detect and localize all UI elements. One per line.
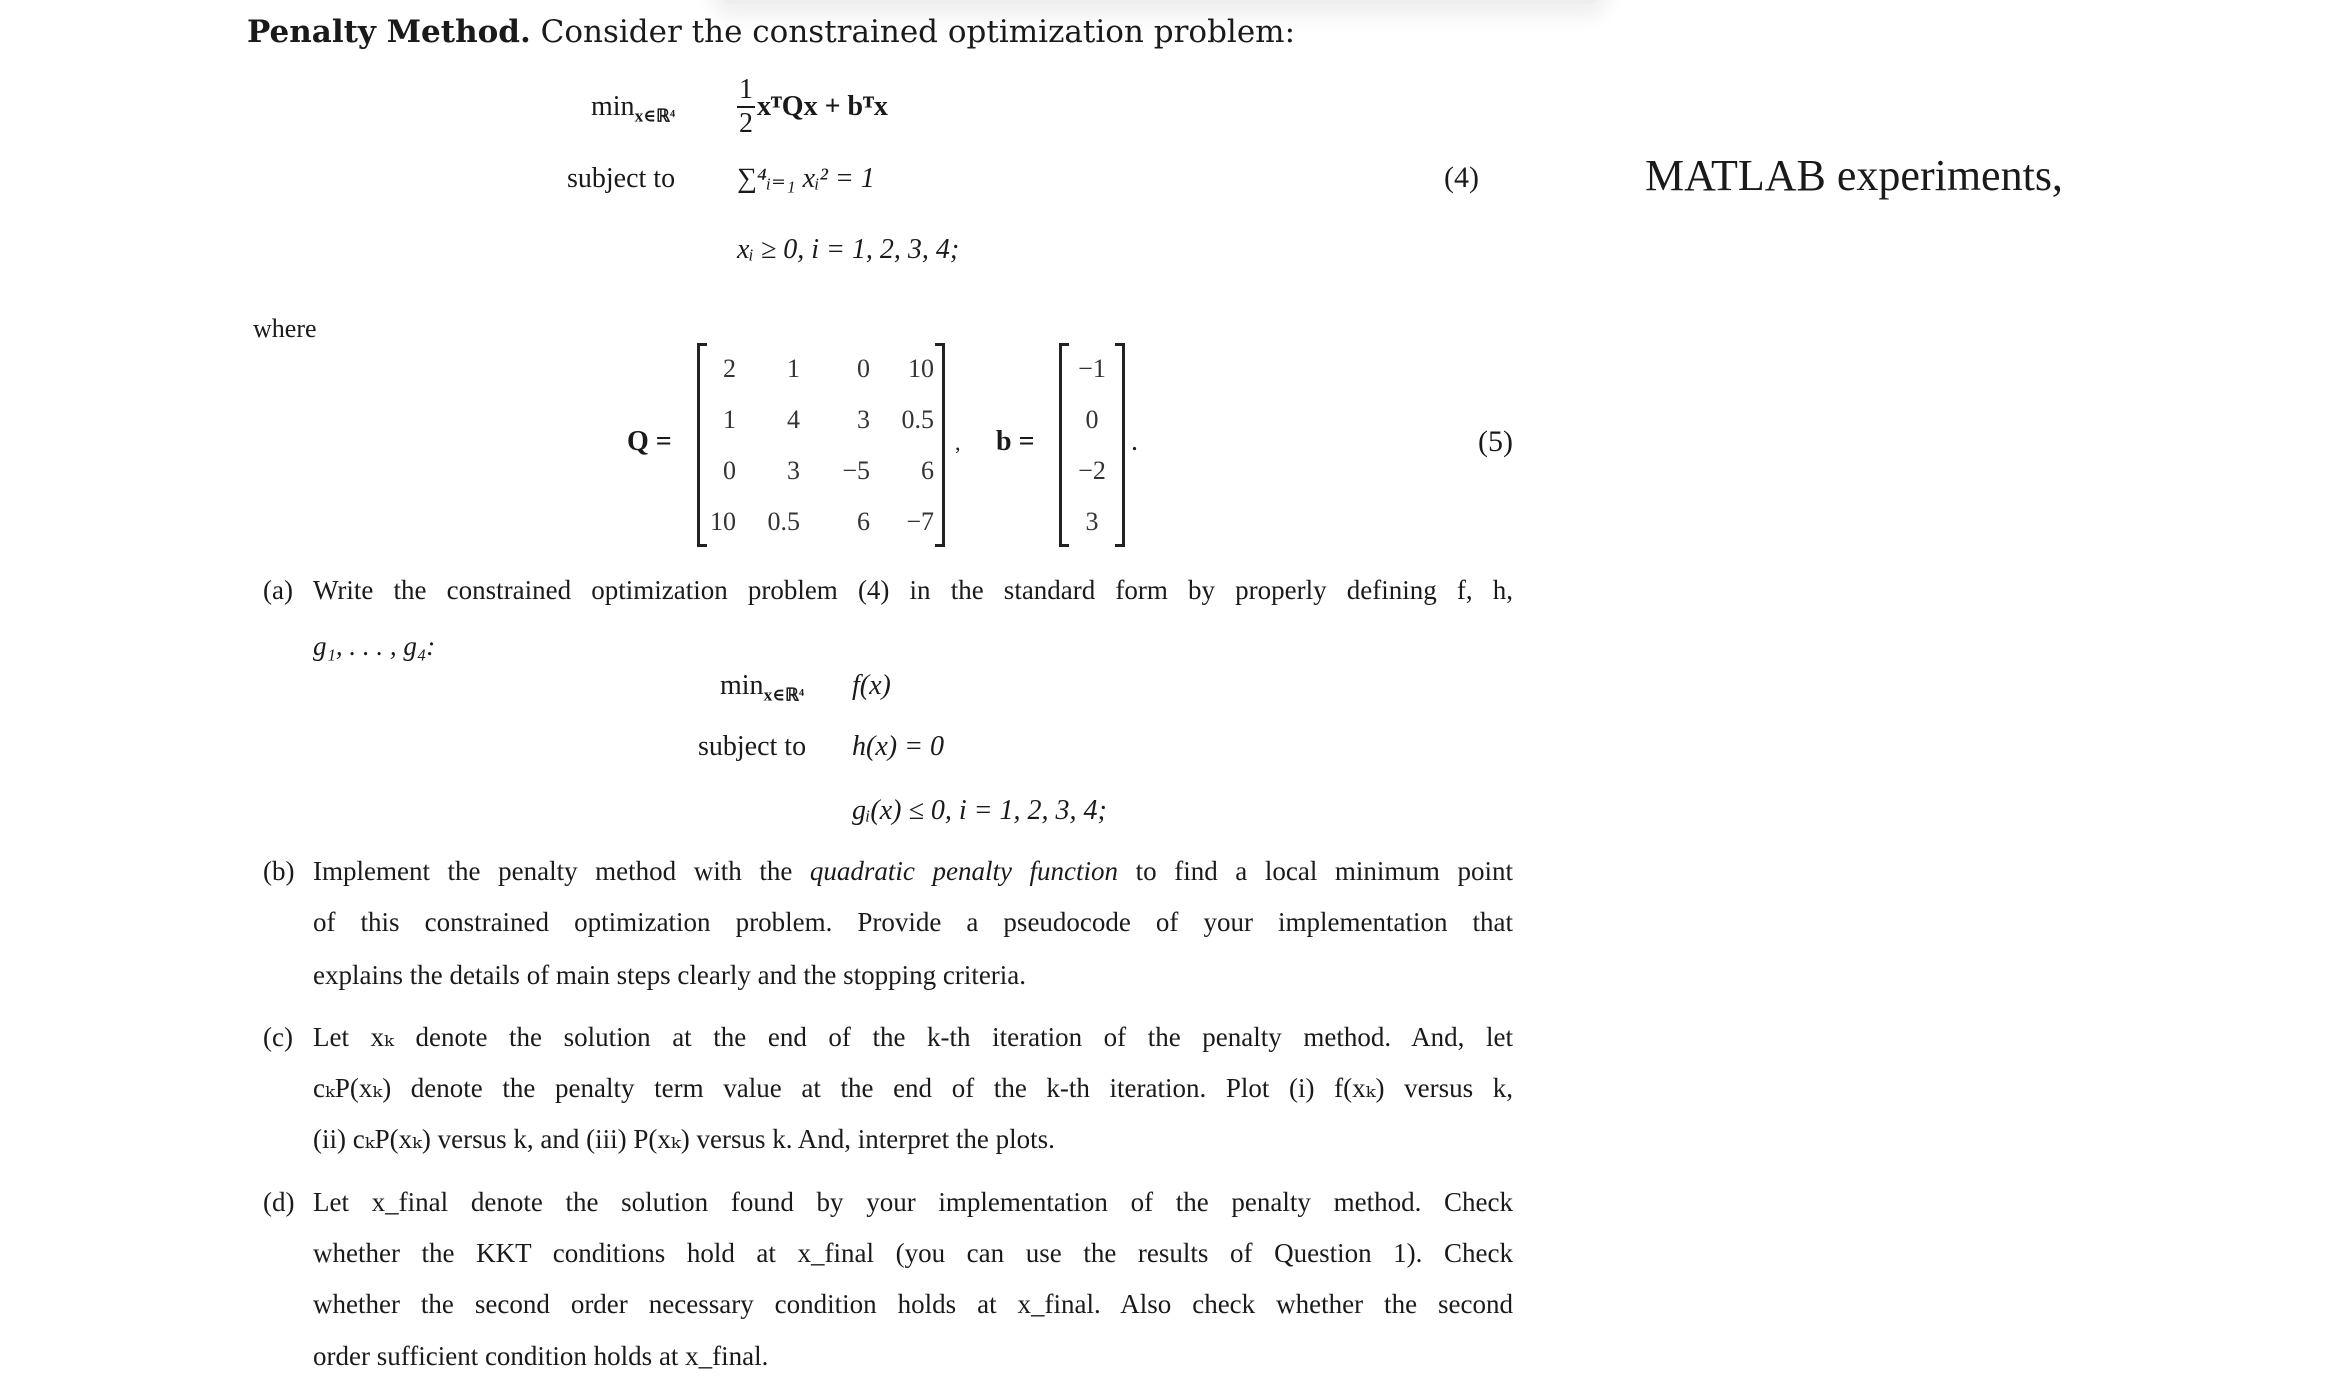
q-cell: −5 [842,456,870,485]
side-note: MATLAB experiments, [1645,151,2063,200]
section-title [247,14,1295,50]
min-subscript: x∈ℝ⁴ [634,106,676,126]
b-cell: 3 [1085,507,1099,536]
part-b-label: (b) [263,856,295,886]
window-shadow [720,0,1600,4]
part-d-line: Let x_final denote the solution found by your implementation of the penalty method. Check [313,1187,1513,1217]
frac-den: 2 [739,108,753,139]
min-label: min [591,91,635,122]
where-label: where [253,314,317,343]
q-cell: 2 [723,354,736,383]
part-d-label: (d) [263,1187,295,1217]
matrix-end: . [1131,426,1138,457]
q-cell: 10 [908,354,934,383]
vector-b [1059,343,1125,547]
part-b-text: Implement the penalty method with the [313,856,793,886]
q-cell: 0 [857,354,870,383]
title-bold: Penalty Method. [247,14,531,50]
min-operator [591,91,676,126]
q-label: Q = [627,426,672,457]
std-equality-constraint: h(x) = 0 [852,731,944,762]
part-c-line: cₖP(xₖ) denote the penalty term value at the end of the k-th iteration. Plot (i) f(xₖ) versus k, [313,1073,1513,1103]
part-a-line: Write the constrained optimization problem (4) in the standard form by properly defining f, h, [313,575,1513,605]
part-d-line: whether the second order necessary condition holds at x_final. Also check whether the second [313,1289,1513,1319]
q-cell: 0 [723,456,736,485]
b-cell: 0 [1085,405,1099,434]
std-min-operator [720,670,805,705]
std-min-subscript: x∈ℝ⁴ [763,685,805,705]
half-fraction [737,76,755,138]
part-b-line: of this constrained optimization problem. Provide a pseudocode of your implementation that [313,907,1513,937]
q-cell: 6 [921,456,934,485]
subject-to-label: subject to [567,163,676,194]
b-cell: −1 [1078,354,1106,383]
std-min-label: min [720,670,764,701]
objective-function [737,76,888,138]
b-cell: −2 [1078,456,1106,485]
part-b-text: to find a local minimum point [1135,856,1514,886]
objective-expr: xᵀQx + bᵀx [757,91,888,122]
std-objective: f(x) [852,670,891,701]
part-d-line: order sufficient condition holds at x_final. [313,1341,769,1371]
equality-constraint: ∑⁴ᵢ₌₁ xᵢ² = 1 [737,163,875,194]
part-a-line: g₁, . . . , g₄: [313,631,436,661]
part-c-line: Let xₖ denote the solution at the end of the k-th iteration of the penalty method. And, let [313,1022,1513,1052]
q-cell: 6 [857,507,870,536]
equation-number-4: (4) [1444,161,1479,194]
part-b-emphasis: quadratic penalty function [809,856,1119,886]
b-label: b = [996,426,1035,457]
nonnegativity-constraint: xᵢ ≥ 0, i = 1, 2, 3, 4; [737,234,960,265]
part-c-line: (ii) cₖP(xₖ) versus k, and (iii) P(xₖ) versus k. And, interpret the plots. [313,1124,1055,1154]
q-cell: 0.5 [901,405,934,434]
q-cell: −7 [906,507,934,536]
q-cell: 0.5 [767,507,800,536]
q-cell: 1 [723,405,736,434]
q-cell: 3 [857,405,870,434]
q-cell: 4 [787,405,800,434]
part-d-line: whether the KKT conditions hold at x_final (you can use the results of Question 1). Check [313,1238,1513,1268]
matrix-q [697,343,945,547]
std-inequality-constraints: gᵢ(x) ≤ 0, i = 1, 2, 3, 4; [852,795,1107,826]
matrix-separator: , [955,430,961,455]
part-a-label: (a) [263,575,293,605]
part-c-label: (c) [263,1022,293,1052]
std-subject-to: subject to [698,731,807,762]
q-cell: 1 [787,354,800,383]
frac-num: 1 [739,74,753,105]
equation-number-5: (5) [1478,425,1513,458]
q-cell: 10 [710,507,736,536]
q-cell: 3 [787,456,800,485]
part-b-line [313,858,1513,885]
part-b-line: explains the details of main steps clearly and the stopping criteria. [313,960,1027,990]
title-text: Consider the constrained optimization problem: [540,14,1296,50]
